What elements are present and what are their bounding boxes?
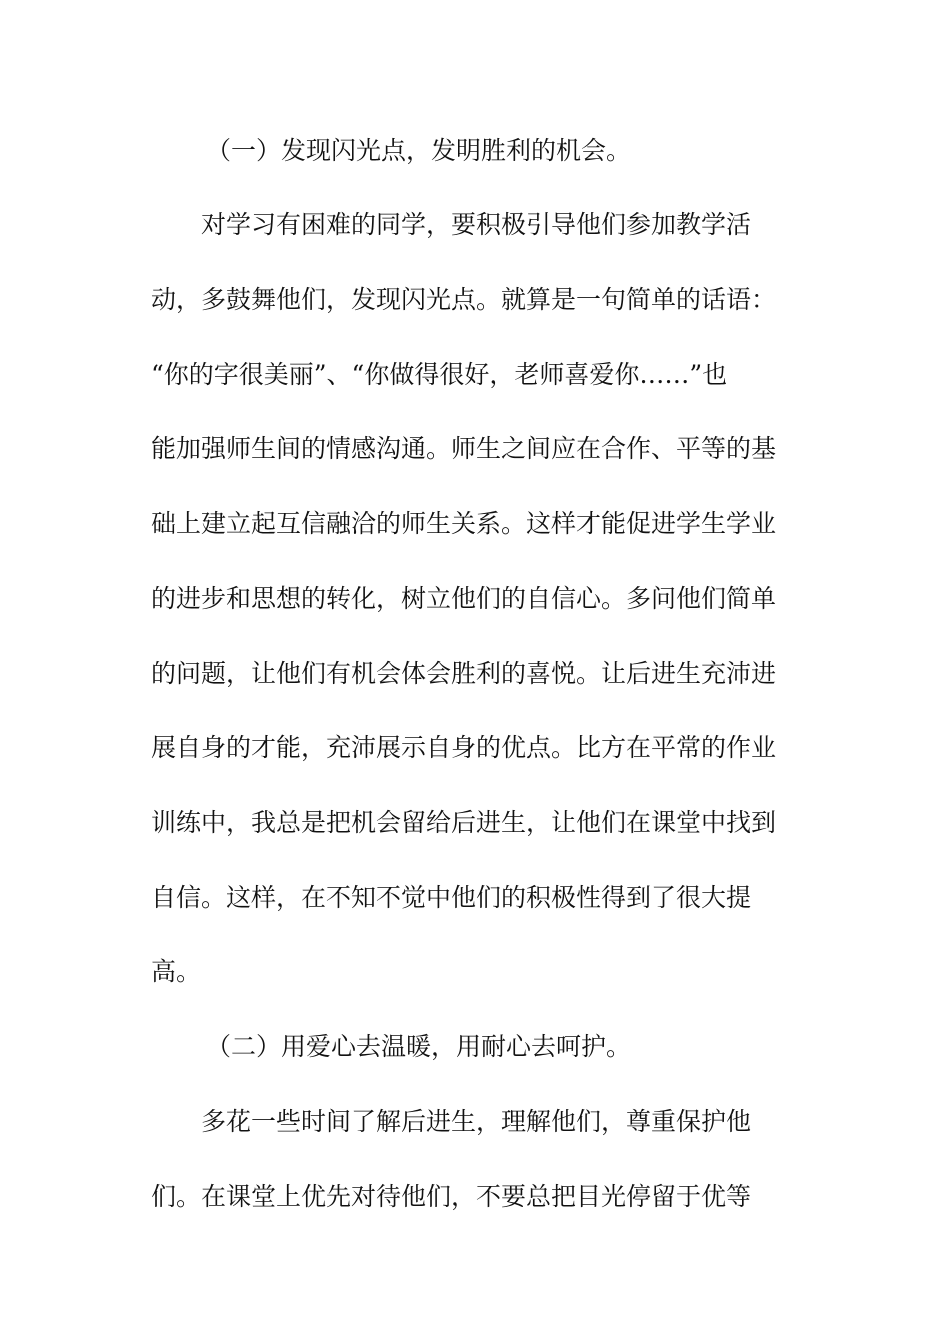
paragraph-line: 多花一些时间了解后进生，理解他们，尊重保护他 [201, 1107, 752, 1136]
paragraph-line: “你的字很美丽”、“你做得很好，老师喜爱你……”也 [151, 360, 728, 389]
paragraph-line: 对学习有困难的同学，要积极引导他们参加教学活 [201, 210, 752, 239]
paragraph-line: 们。在课堂上优先对待他们，不要总把目光停留于优等 [151, 1182, 752, 1211]
paragraph-line: 础上建立起互信融洽的师生关系。这样才能促进学生学业 [151, 509, 777, 538]
paragraph-line: 训练中，我总是把机会留给后进生，让他们在课堂中找到 [151, 808, 777, 837]
paragraph-line: 能加强师生间的情感沟通。师生之间应在合作、平等的基 [151, 434, 777, 463]
paragraph-line: 自信。这样，在不知不觉中他们的积极性得到了很大提 [151, 883, 752, 912]
paragraph-line: 动，多鼓舞他们，发现闪光点。就算是一句简单的话语： [151, 285, 777, 314]
paragraph-line: 高。 [151, 957, 202, 986]
section-heading-2: （二）用爱心去温暖，用耐心去呵护。 [206, 1032, 632, 1061]
paragraph-line: 展自身的才能，充沛展示自身的优点。比方在平常的作业 [151, 733, 777, 762]
paragraph-line: 的问题，让他们有机会体会胜利的喜悦。让后进生充沛进 [151, 659, 777, 688]
paragraph-line: 的进步和思想的转化，树立他们的自信心。多问他们简单 [151, 584, 777, 613]
section-heading-1: （一）发现闪光点，发明胜利的机会。 [206, 136, 632, 165]
